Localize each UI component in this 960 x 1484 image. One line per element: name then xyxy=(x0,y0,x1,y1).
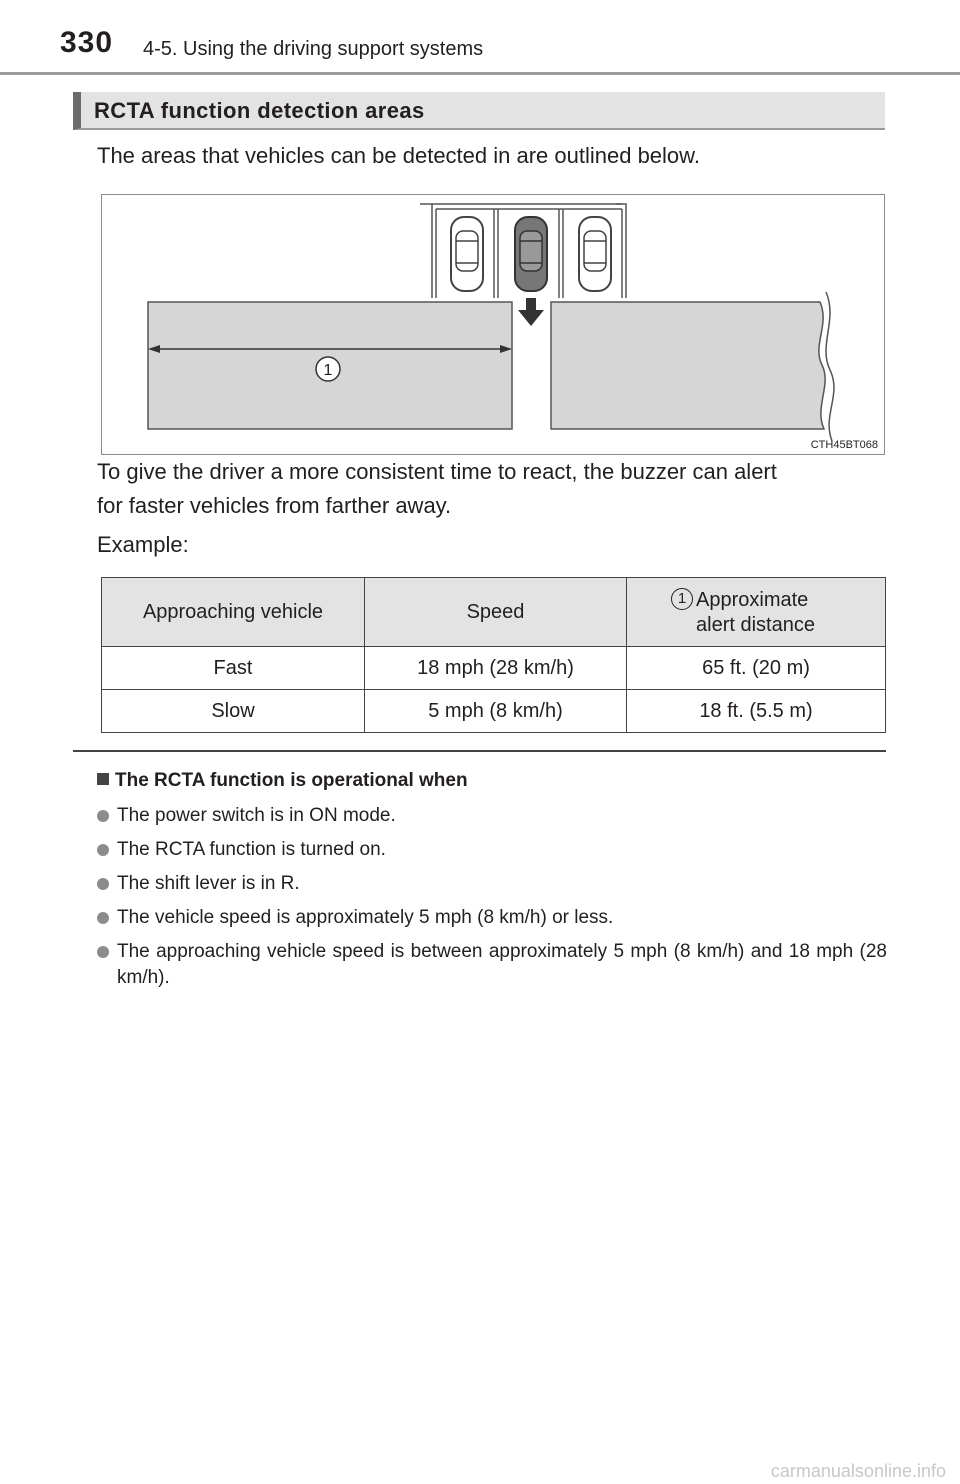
cell-vehicle: Fast xyxy=(102,647,365,690)
bullet-dot-icon xyxy=(97,912,109,924)
reversing-car-icon xyxy=(515,217,547,291)
detection-area-figure xyxy=(101,194,885,455)
notes-heading xyxy=(97,770,468,792)
header-approaching-vehicle: Approaching vehicle xyxy=(102,578,365,647)
table-header-row xyxy=(102,578,886,647)
list-item xyxy=(97,905,887,931)
notes-heading-text: The RCTA function is operational when xyxy=(115,770,468,791)
detection-area-right xyxy=(551,302,825,429)
chapter-title: 4-5. Using the driving support systems xyxy=(143,38,484,60)
watermark: carmanualsonline.info xyxy=(770,1461,946,1481)
list-item-text: The RCTA function is turned on. xyxy=(117,839,386,860)
list-item xyxy=(97,939,887,991)
conditions-list xyxy=(97,803,887,999)
paragraph-line-2: for faster vehicles from farther away. xyxy=(97,493,452,518)
alert-distance-table xyxy=(101,577,886,733)
section-title: RCTA function detection areas xyxy=(94,98,425,123)
header-distance-text xyxy=(696,588,815,638)
cell-speed: 18 mph (28 km/h) xyxy=(365,647,627,690)
section-divider xyxy=(73,750,886,752)
header-distance-line-1: Approximate xyxy=(696,589,809,611)
header-divider xyxy=(0,72,960,75)
figure-code: CTH45BT068 xyxy=(810,439,878,451)
list-item-text: The shift lever is in R. xyxy=(117,873,300,894)
bullet-dot-icon xyxy=(97,878,109,890)
header-alert-distance xyxy=(627,578,886,647)
list-item xyxy=(97,837,887,863)
list-item xyxy=(97,871,887,897)
cell-speed: 5 mph (8 km/h) xyxy=(365,690,627,733)
detection-area-illustration xyxy=(102,195,886,456)
reverse-direction-arrow-icon xyxy=(518,298,544,326)
parked-car-right-icon xyxy=(579,217,611,291)
cell-distance: 65 ft. (20 m) xyxy=(627,647,886,690)
list-item-text: The power switch is in ON mode. xyxy=(117,805,396,826)
bullet-dot-icon xyxy=(97,810,109,822)
intro-text: The areas that vehicles can be detected in are outlined below. xyxy=(97,143,700,168)
bullet-dot-icon xyxy=(97,844,109,856)
paragraph-line-1: To give the driver a more consistent time to react, the buzzer can alert xyxy=(97,459,777,484)
section-header xyxy=(73,92,885,130)
cell-vehicle: Slow xyxy=(102,690,365,733)
square-bullet-icon xyxy=(97,773,109,785)
bullet-dot-icon xyxy=(97,946,109,958)
parked-car-left-icon xyxy=(451,217,483,291)
example-label: Example: xyxy=(97,532,189,557)
callout-1-label: 1 xyxy=(323,362,333,379)
list-item xyxy=(97,803,887,829)
table-row xyxy=(102,690,886,733)
header-speed: Speed xyxy=(365,578,627,647)
list-item-text: The approaching vehicle speed is between approximately 5 mph (8 km/h) and 18 mph (28 km/h). xyxy=(117,941,887,988)
page-number: 330 xyxy=(60,26,114,59)
list-item-text: The vehicle speed is approximately 5 mph (8 km/h) or less. xyxy=(117,907,614,928)
header-distance-line-2: alert distance xyxy=(696,614,815,636)
table-row xyxy=(102,647,886,690)
callout-1-badge: 1 xyxy=(671,588,693,610)
cell-distance: 18 ft. (5.5 m) xyxy=(627,690,886,733)
